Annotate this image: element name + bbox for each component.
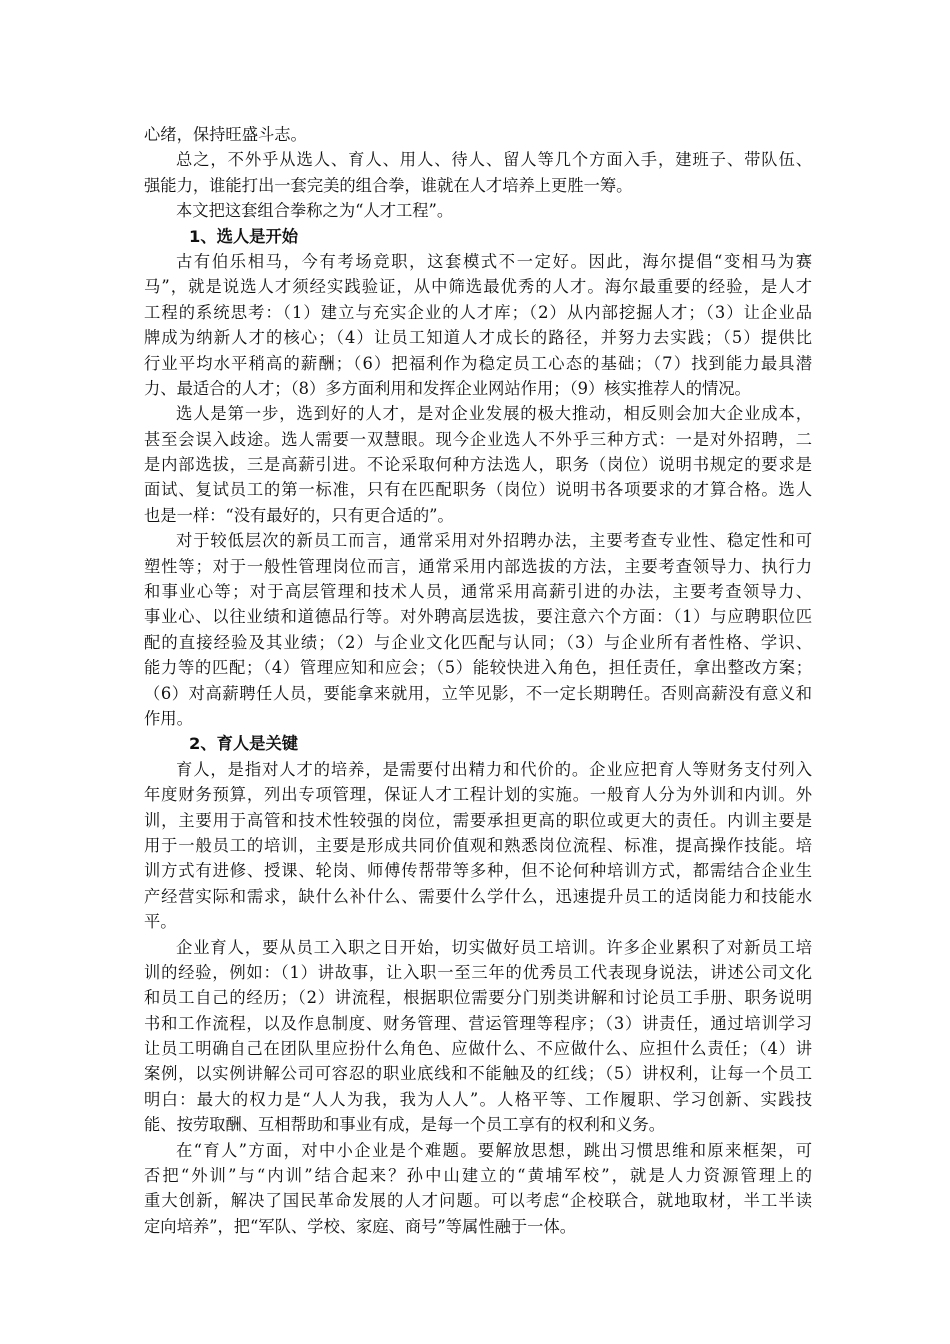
text-line: 企业育人，要从员工入职之日开始，切实做好员工培训。许多企业累积了对新员工培 bbox=[176, 937, 812, 957]
text-line: 配的直接经验及其业绩；（2）与企业文化匹配与认同；（3）与企业所有者性格、学识、 bbox=[144, 632, 812, 652]
text-line: 事业心、以往业绩和道德品行等。对外聘高层选拔，要注意六个方面：（1）与应聘职位匹 bbox=[144, 607, 812, 627]
text-line: 育人，是指对人才的培养，是需要付出精力和代价的。企业应把育人等财务支付列入 bbox=[176, 759, 812, 779]
text-line: 和事业心等；对于高层管理和技术人员，通常采用高薪引进的办法，主要考查领导力、 bbox=[144, 582, 812, 602]
text-line: 甚至会误入歧途。选人需要一双慧眼。现今企业选人不外乎三种方式：一是对外招聘，二 bbox=[144, 429, 812, 449]
document-body bbox=[144, 122, 812, 1239]
text-line: 行业平均水平稍高的薪酬；（6）把福利作为稳定员工心态的基础；（7）找到能力最具潜 bbox=[144, 353, 812, 373]
text-line: 训的经验，例如：（1）讲故事，让入职一至三年的优秀员工代表现身说法，讲述公司文化 bbox=[144, 962, 812, 982]
text-line: 和员工自己的经历；（2）讲流程，根据职位需要分门别类讲解和讨论员工手册、职务说明 bbox=[144, 988, 812, 1008]
text-line: （6）对高薪聘任人员，要能拿来就用，立竿见影，不一定长期聘任。否则高薪没有意义和 bbox=[144, 683, 812, 703]
text-line: 在“育人”方面，对中小企业是个难题。要解放思想，跳出习惯思维和原来框架，可 bbox=[176, 1140, 812, 1160]
text-line: 书和工作流程，以及作息制度、财务管理、营运管理等程序；（3）讲责任，通过培训学习 bbox=[144, 1013, 812, 1033]
text-line: 本文把这套组合拳称之为“人才工程”。 bbox=[176, 201, 454, 221]
text-line: 否把“外训”与“内训”结合起来？孙中山建立的“黄埔军校”，就是人力资源管理上的 bbox=[144, 1166, 812, 1186]
text-line: 心绪，保持旺盛斗志。 bbox=[144, 125, 307, 144]
text-line: 力、最适合的人才；（8）多方面利用和发挥企业网站作用；（9）核实推荐人的情况。 bbox=[144, 378, 751, 398]
text-line: 总之，不外乎从选人、育人、用人、待人、留人等几个方面入手，建班子、带队伍、 bbox=[176, 150, 812, 170]
text-line: 牌成为纳新人才的核心；（4）让员工知道人才成长的路径，并努力去实践；（5）提供比 bbox=[144, 328, 812, 348]
text-line: 能力等的匹配；（4）管理应知和应会；（5）能较快进入角色，担任责任，拿出整改方案； bbox=[144, 658, 812, 678]
text-line: 也是一样：“没有最好的，只有更合适的”。 bbox=[144, 505, 454, 525]
text-line: 用于一般员工的培训，主要是形成共同价值观和熟悉岗位流程、标准，提高操作技能。培 bbox=[144, 835, 812, 855]
text-line: 重大创新，解决了国民革命发展的人才问题。可以考虑“企校联合，就地取材，半工半读 bbox=[144, 1191, 812, 1211]
text-line: 对于较低层次的新员工而言，通常采用对外招聘办法，主要考查专业性、稳定性和可 bbox=[176, 531, 812, 551]
text-line: 面试、复试员工的第一标准，只有在匹配职务（岗位）说明书各项要求的才算合格。选人 bbox=[144, 480, 812, 500]
text-line: 案例，以实例讲解公司可容忍的职业底线和不能触及的红线；（5）讲权利，让每一个员工 bbox=[144, 1064, 812, 1084]
section-heading: 1、选人是开始 bbox=[189, 226, 299, 246]
text-line: 是内部选拔，三是高薪引进。不论采取何种方法选人，职务（岗位）说明书规定的要求是 bbox=[144, 455, 812, 475]
text-line: 作用。 bbox=[144, 708, 193, 728]
text-line: 能、按劳取酬、互相帮助和事业有成，是每一个员工享有的权利和义务。 bbox=[144, 1115, 666, 1135]
text-line: 明白：最大的权力是“人人为我，我为人人”。人格平等、工作履职、学习创新、实践技 bbox=[144, 1089, 812, 1109]
text-line: 训方式有进修、授课、轮岗、师傅传帮带等多种，但不论何种培训方式，都需结合企业生 bbox=[144, 861, 812, 881]
text-line: 让员工明确自己在团队里应扮什么角色、应做什么、不应做什么、应担什么责任；（4）讲 bbox=[144, 1039, 812, 1059]
text-line: 训，主要用于高管和技术性较强的岗位，需要承担更高的职位或更大的责任。内训主要是 bbox=[144, 810, 812, 830]
section-heading: 2、育人是关键 bbox=[189, 734, 299, 754]
text-line: 强能力，谁能打出一套完美的组合拳，谁就在人才培养上更胜一筹。 bbox=[144, 175, 633, 195]
text-line: 马”，就是说选人才须经实践验证，从中筛选最优秀的人才。海尔最重要的经验，是人才 bbox=[144, 277, 812, 297]
text-line: 古有伯乐相马，今有考场竞职，这套模式不一定好。因此，海尔提倡“变相马为赛 bbox=[176, 251, 812, 271]
text-line: 年度财务预算，列出专项管理，保证人才工程计划的实施。一般育人分为外训和内训。外 bbox=[144, 785, 812, 805]
text-line: 塑性等；对于一般性管理岗位而言，通常采用内部选拔的方法，主要考查领导力、执行力 bbox=[144, 556, 812, 576]
text-line: 定向培养”，把“军队、学校、家庭、商号”等属性融于一体。 bbox=[144, 1216, 577, 1236]
text-line: 产经营实际和需求，缺什么补什么、需要什么学什么，迅速提升员工的适岗能力和技能水 bbox=[144, 886, 812, 906]
text-line: 工程的系统思考：（1）建立与充实企业的人才库；（2）从内部挖掘人才；（3）让企业品 bbox=[144, 302, 812, 322]
text-line: 选人是第一步，选到好的人才，是对企业发展的极大推动，相反则会加大企业成本， bbox=[176, 404, 812, 424]
text-line: 平。 bbox=[144, 912, 177, 932]
